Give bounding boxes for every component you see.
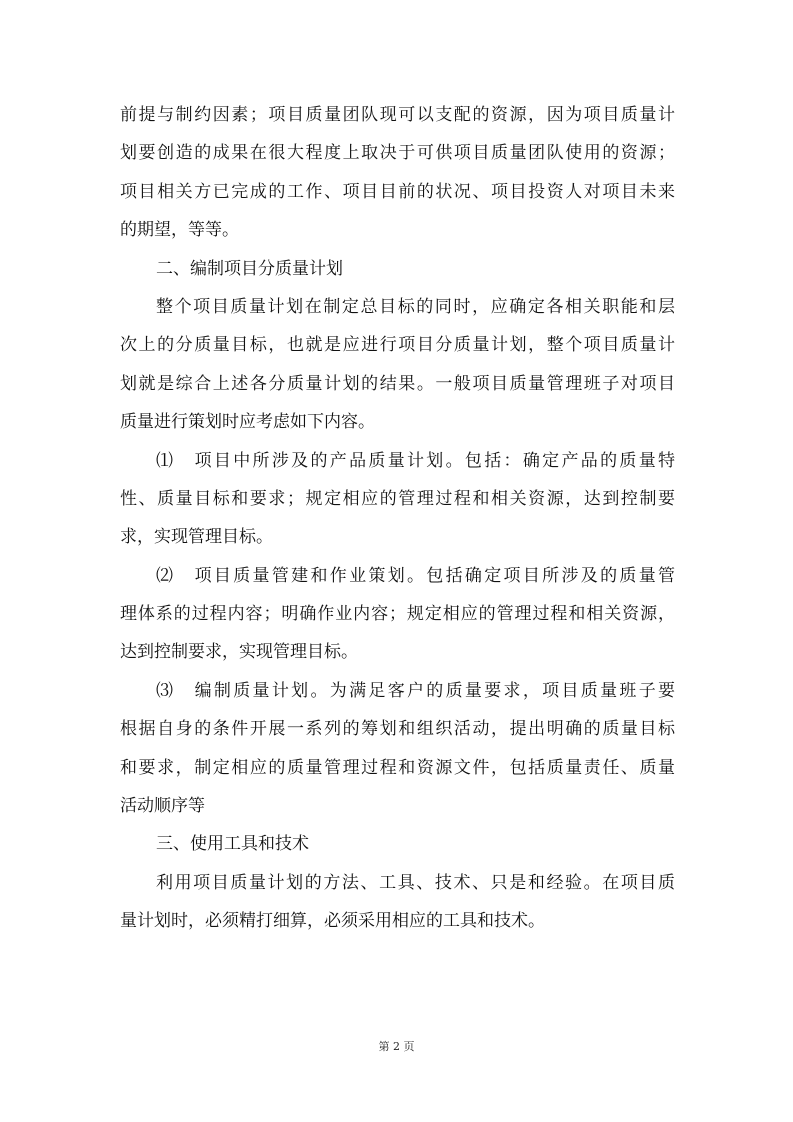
text-line: 划要创造的成果在很大程度上取决于可供项目质量团队使用的资源； [120,143,675,164]
text-line: 的期望，等等。 [120,220,239,241]
text-line: 项目相关方已完成的工作、项目目前的状况、项目投资人对项目未来 [120,181,675,202]
text-line: 求，实现管理目标。 [120,527,273,548]
text-line: 整个项目质量计划在制定总目标的同时，应确定各相关职能和层 [156,296,675,317]
section-heading: 三、使用工具和技术 [156,834,309,855]
text-line: 和要求，制定相应的质量管理过程和资源文件，包括质量责任、质量 [120,757,675,778]
text-line: 质量进行策划时应考虑如下内容。 [120,412,375,433]
text-line: 量计划时，必须精打细算，必须采用相应的工具和技术。 [120,911,545,932]
text-line: 根据自身的条件开展一系列的筹划和组织活动，提出明确的质量目标 [120,719,675,740]
text-line: 次上的分质量目标，也就是应进行项目分质量计划，整个项目质量计 [120,335,675,356]
page-number: 第 2 页 [378,1040,415,1053]
text-line: 划就是综合上述各分质量计划的结果。一般项目质量管理班子对项目 [120,373,675,394]
list-item-line: ⑶ 编制质量计划。为满足客户的质量要求，项目质量班子要 [156,680,675,701]
text-line: 前提与制约因素；项目质量团队现可以支配的资源，因为项目质量计 [120,105,675,125]
text-line: 达到控制要求，实现管理目标。 [120,642,358,663]
list-item-line: ⑴ 项目中所涉及的产品质量计划。包括：确定产品的质量特 [156,450,675,471]
text-line: 理体系的过程内容；明确作业内容；规定相应的管理过程和相关资源， [120,604,675,625]
section-heading: 二、编制项目分质量计划 [156,258,343,279]
list-item-line: ⑵ 项目质量管建和作业策划。包括确定项目所涉及的质量管 [156,565,675,586]
text-line: 利用项目质量计划的方法、工具、技术、只是和经验。在项目质 [156,872,675,893]
text-line: 性、质量目标和要求；规定相应的管理过程和相关资源，达到控制要 [120,488,675,509]
text-line: 活动顺序等 [120,796,205,817]
document-body [120,96,675,941]
